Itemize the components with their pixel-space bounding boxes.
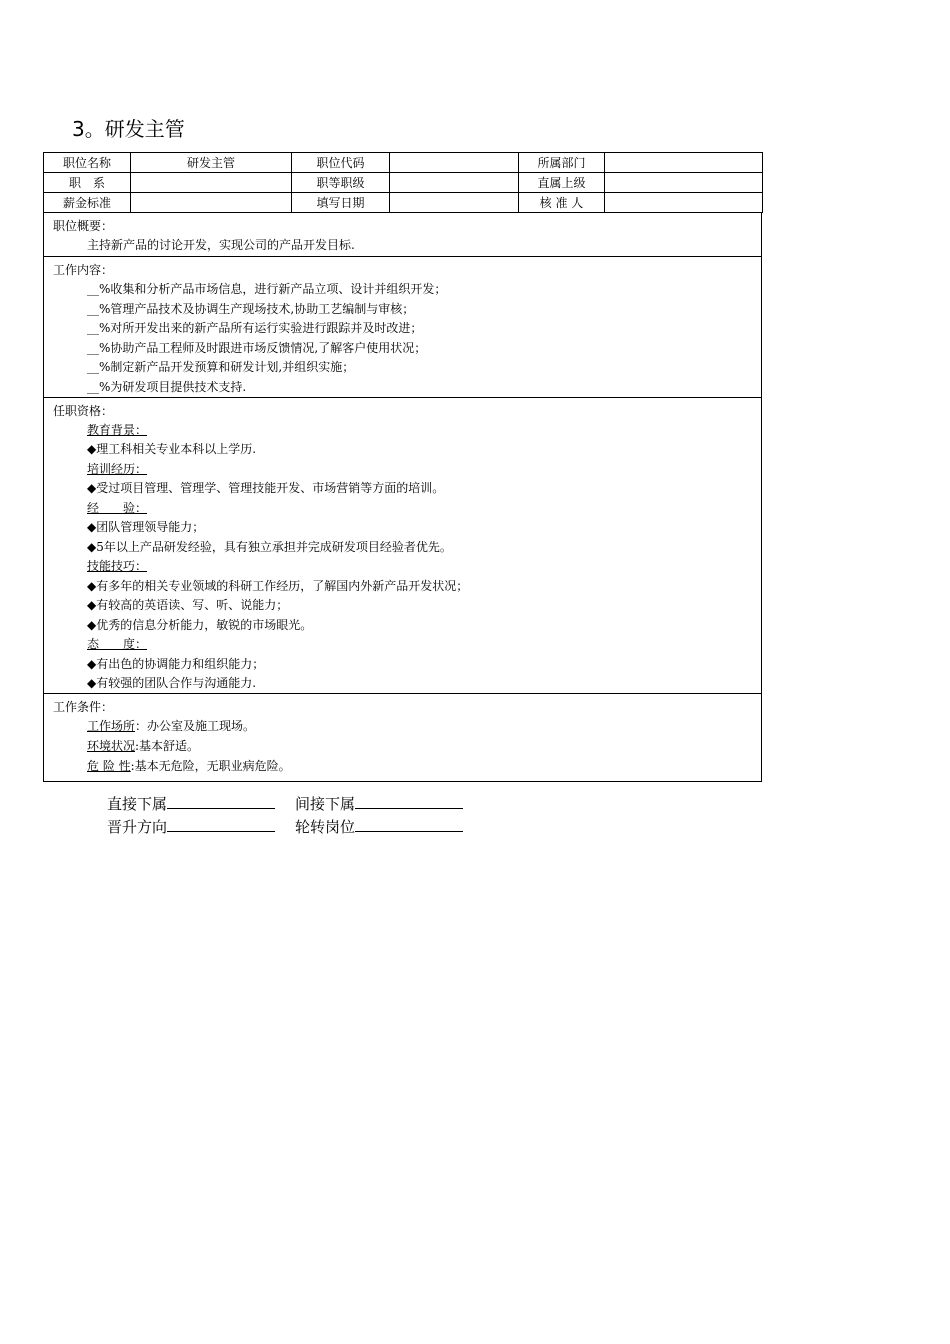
qualifications-heading: 任职资格：	[53, 404, 114, 418]
duties-section	[43, 257, 762, 398]
place-value: ：办公室及施工现场。	[135, 719, 256, 733]
label-position-code: 职位代码	[292, 153, 390, 173]
rotation-field	[295, 816, 463, 837]
risk-label: 危 险 性	[87, 759, 131, 773]
summary-section	[43, 213, 762, 257]
attitude-item: ◆有出色的协调能力和组织能力；	[87, 657, 265, 671]
header-row-1	[44, 153, 763, 173]
conditions-heading: 工作条件：	[53, 700, 114, 714]
risk-value: :基本无危险，无职业病危险。	[130, 759, 291, 773]
label-supervisor: 直属上级	[519, 173, 605, 193]
label-job-series: 职 系	[44, 173, 131, 193]
direct-subordinate-field	[107, 793, 275, 814]
skills-item: ◆有多年的相关专业领域的科研工作经历，了解国内外新产品开发状况；	[87, 579, 469, 593]
label-position-name: 职位名称	[44, 153, 131, 173]
experience-label: 经 验：	[87, 501, 148, 515]
condition-place	[87, 717, 255, 735]
summary-heading: 职位概要：	[53, 219, 114, 233]
attitude-label: 态 度：	[87, 637, 148, 651]
label-department: 所属部门	[519, 153, 605, 173]
page-title: 3。研发主管	[72, 117, 185, 141]
summary-text: 主持新产品的讨论开发，实现公司的产品开发目标.	[87, 238, 355, 252]
value-position-code[interactable]	[390, 153, 519, 173]
training-label: 培训经历：	[87, 462, 148, 476]
indirect-subordinate-label: 间接下属	[295, 795, 356, 813]
value-approver[interactable]	[605, 193, 763, 213]
environment-label: 环境状况	[87, 739, 136, 753]
header-row-2	[44, 173, 763, 193]
value-fill-date[interactable]	[390, 193, 519, 213]
label-approver: 核 准 人	[519, 193, 605, 213]
condition-risk	[87, 757, 291, 775]
value-position-name[interactable]: 研发主管	[131, 153, 292, 173]
header-table	[43, 152, 763, 213]
experience-item: ◆5年以上产品研发经验，具有独立承担并完成研发项目经验者优先。	[87, 540, 452, 554]
direct-subordinate-label: 直接下属	[107, 795, 168, 813]
label-salary: 薪金标准	[44, 193, 131, 213]
promotion-label: 晋升方向	[107, 818, 168, 836]
duty-item: __%为研发项目提供技术支持.	[87, 380, 247, 394]
rotation-label: 轮转岗位	[295, 818, 356, 836]
training-item: ◆受过项目管理、管理学、管理技能开发、市场营销等方面的培训。	[87, 481, 445, 495]
education-item: ◆理工科相关专业本科以上学历.	[87, 442, 257, 456]
environment-value: :基本舒适。	[135, 739, 200, 753]
value-supervisor[interactable]	[605, 173, 763, 193]
conditions-section	[43, 694, 762, 782]
header-row-3	[44, 193, 763, 213]
duty-item: __%对所开发出来的新产品所有运行实验进行跟踪并及时改进；	[87, 321, 423, 335]
duty-item: __%制定新产品开发预算和研发计划,并组织实施；	[87, 360, 355, 374]
qualifications-section	[43, 398, 762, 694]
skills-item: ◆有较高的英语读、写、听、说能力；	[87, 598, 289, 612]
value-grade[interactable]	[390, 173, 519, 193]
indirect-subordinate-field	[295, 793, 463, 814]
promotion-field	[107, 816, 275, 837]
skills-label: 技能技巧：	[87, 559, 148, 573]
label-fill-date: 填写日期	[292, 193, 390, 213]
duty-item: __%收集和分析产品市场信息，进行新产品立项、设计并组织开发；	[87, 282, 447, 296]
duties-heading: 工作内容：	[53, 263, 114, 277]
skills-item: ◆优秀的信息分析能力，敏锐的市场眼光。	[87, 618, 313, 632]
attitude-item: ◆有较强的团队合作与沟通能力.	[87, 676, 257, 690]
rotation-blank[interactable]	[355, 816, 463, 832]
promotion-blank[interactable]	[167, 816, 275, 832]
value-job-series[interactable]	[131, 173, 292, 193]
label-grade: 职等职级	[292, 173, 390, 193]
place-label: 工作场所	[87, 719, 136, 733]
value-department[interactable]	[605, 153, 763, 173]
direct-subordinate-blank[interactable]	[167, 793, 275, 809]
education-label: 教育背景：	[87, 423, 148, 437]
value-salary[interactable]	[131, 193, 292, 213]
experience-item: ◆团队管理领导能力；	[87, 520, 205, 534]
duty-item: __%管理产品技术及协调生产现场技术,协助工艺编制与审核；	[87, 302, 415, 316]
condition-environment	[87, 737, 199, 755]
duty-item: __%协助产品工程师及时跟进市场反馈情况,了解客户使用状况；	[87, 341, 427, 355]
indirect-subordinate-blank[interactable]	[355, 793, 463, 809]
